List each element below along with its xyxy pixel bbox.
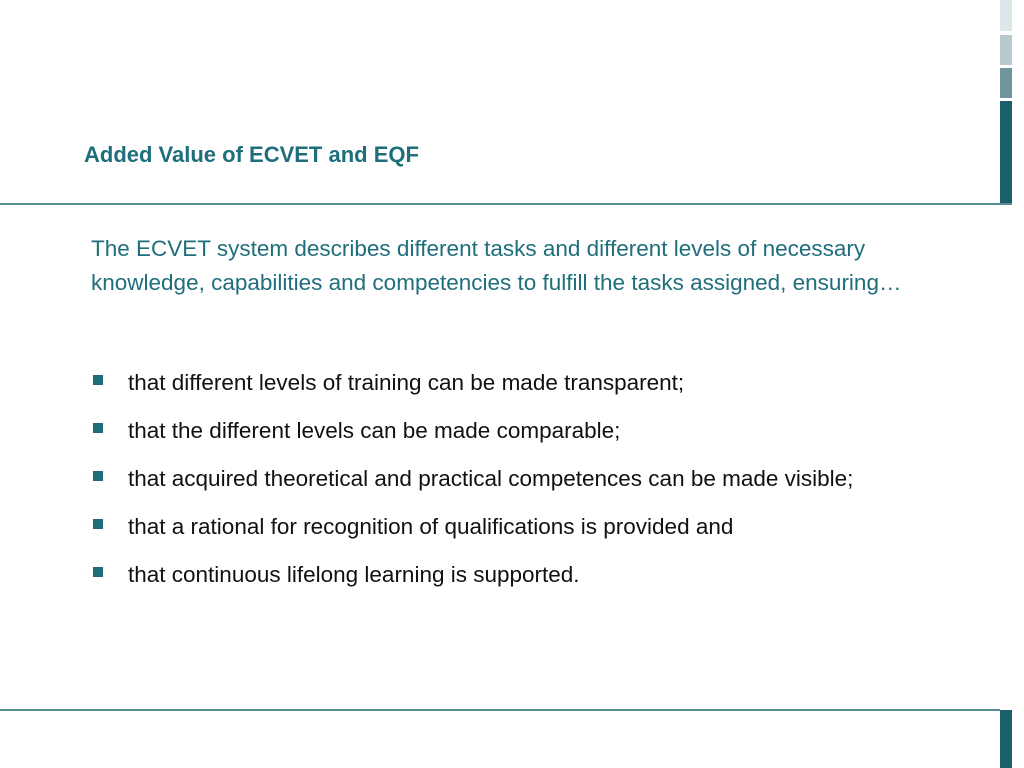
decorative-bar-lightest bbox=[1000, 0, 1012, 31]
bullet-item bbox=[91, 510, 911, 543]
bullet-text: that the different levels can be made comparable; bbox=[128, 418, 621, 443]
footer-divider bbox=[0, 709, 1000, 711]
decorative-bar-light bbox=[1000, 35, 1012, 65]
bullet-item bbox=[91, 366, 911, 399]
title-divider bbox=[0, 203, 1012, 205]
bullet-text: that a rational for recognition of qualifications is provided and bbox=[128, 514, 734, 539]
bullet-item bbox=[91, 414, 911, 447]
intro-paragraph: The ECVET system describes different tasks and different levels of necessary knowledge, capabilities and competencies to fulfill the tasks assigned, ensuring… bbox=[91, 236, 902, 295]
bullet-item bbox=[91, 558, 911, 591]
bullet-list bbox=[91, 366, 911, 606]
bullet-text: that acquired theoretical and practical competences can be made visible; bbox=[128, 466, 854, 491]
square-bullet-icon bbox=[93, 375, 103, 385]
square-bullet-icon bbox=[93, 567, 103, 577]
bullet-text: that continuous lifelong learning is supported. bbox=[128, 562, 580, 587]
bullet-item bbox=[91, 462, 911, 495]
square-bullet-icon bbox=[93, 471, 103, 481]
square-bullet-icon bbox=[93, 519, 103, 529]
decorative-bar-footer bbox=[1000, 710, 1012, 768]
slide-title: Added Value of ECVET and EQF bbox=[84, 142, 419, 167]
decorative-bar-dark bbox=[1000, 101, 1012, 204]
square-bullet-icon bbox=[93, 423, 103, 433]
bullet-text: that different levels of training can be made transparent; bbox=[128, 370, 685, 395]
decorative-bar-mid bbox=[1000, 68, 1012, 98]
